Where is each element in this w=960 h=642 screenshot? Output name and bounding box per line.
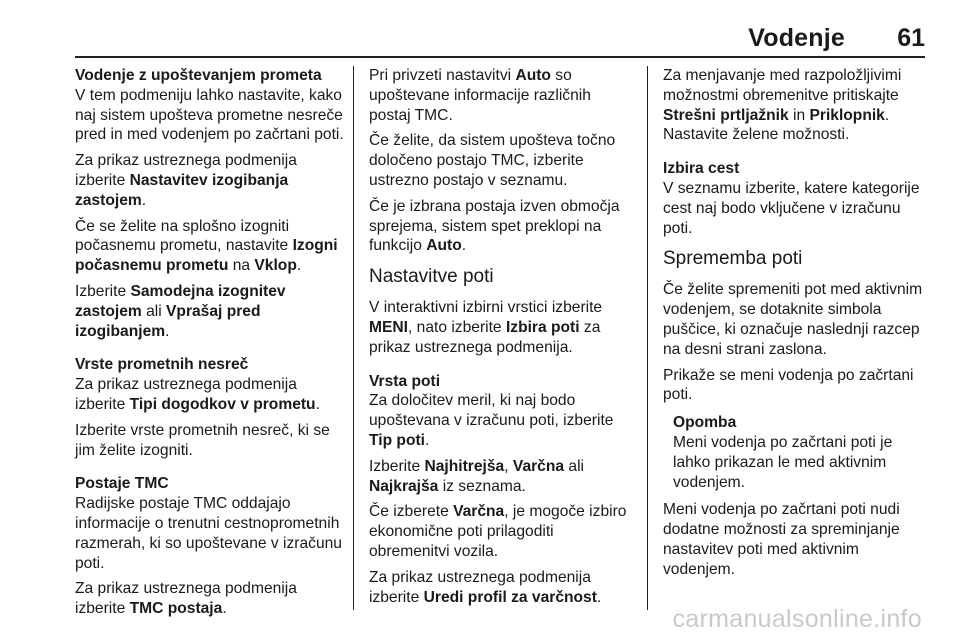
menu-term: Tipi dogodkov v prometu: [129, 395, 316, 413]
page-number: 61: [897, 24, 925, 52]
menu-term: Nastavitev izogibanja zastojem: [75, 171, 289, 209]
menu-term: Auto: [426, 237, 462, 255]
paragraph: Za prikaz ustreznega podmenija izberite Nastavitev izogibanja zastojem.: [75, 152, 297, 209]
note-box: [673, 413, 929, 492]
heading-route-settings: Nastavitve poti: [369, 266, 494, 288]
menu-term: Samodejna izognitev zastojem: [75, 282, 286, 320]
heading-route-change: Sprememba poti: [663, 248, 803, 270]
menu-term: Tip poti: [369, 431, 426, 449]
paragraph: Za prikaz ustreznega podmenija izberite TMC postaja.: [75, 580, 297, 618]
menu-term: Vklop: [254, 257, 297, 275]
section-title-traffic-guidance: Vodenje z upoštevanjem prometa: [75, 67, 322, 84]
column-2: [369, 66, 635, 613]
note-title: Opomba: [673, 414, 737, 432]
menu-term: Vprašaj pred izogibanjem: [75, 302, 261, 340]
section-title-tmc-stations: Postaje TMC: [75, 475, 169, 493]
column-divider-2: [647, 66, 648, 610]
section-title-road-selection: Izbira cest: [663, 160, 740, 178]
menu-term: Priklopnik: [809, 106, 885, 124]
column-3: [663, 66, 929, 586]
section-title-route-type: Vrsta poti: [369, 372, 441, 390]
paragraph: Če izberete Varčna, je mogoče izbiro ekonomične poti prilagoditi obremenitvi vozila.: [369, 503, 627, 560]
paragraph: Za prikaz ustreznega podmenija izberite Uredi profil za varčnost.: [369, 568, 602, 606]
column-1: [75, 66, 345, 625]
section-title-incident-types: Vrste prometnih nesreč: [75, 356, 249, 374]
menu-term: TMC postaja: [129, 600, 223, 618]
paragraph: V interaktivni izbirni vrstici izberite MENI, nato izberite Izbira poti za prikaz ustreznega podmenija.: [369, 299, 603, 356]
menu-term: Najkrajša: [369, 477, 439, 495]
menu-term: MENI: [369, 318, 408, 336]
paragraph: Če se želite na splošno izogniti počasnemu prometu, nastavite Izogni počasnemu prometu na Vklop.: [75, 217, 338, 275]
header-rule: [75, 56, 925, 58]
paragraph: Radijske postaje TMC oddajajo informacije o trenutni cestnoprometnih razmerah, ki so upoštevane v izračunu poti.: [75, 495, 342, 572]
paragraph: Izberite Najhitrejša, Varčna ali Najkrajša iz seznama.: [369, 457, 584, 495]
note-text: Meni vodenja po začrtani poti je lahko prikazan le med aktivnim vodenjem.: [673, 433, 893, 491]
menu-term: Varčna: [512, 457, 565, 475]
menu-term: Varčna: [453, 503, 505, 521]
paragraph: Prikaže se meni vodenja po začrtani poti.: [663, 366, 914, 404]
paragraph: Pri privzeti nastavitvi Auto so upoštevane informacije različnih postaj TMC.: [369, 67, 591, 124]
menu-term: Izogni počasnemu prometu: [75, 237, 338, 275]
paragraph: Če želite spremeniti pot med aktivnim vodenjem, se dotaknite simbola puščice, ki označuje naslednji razcep na desni strani zaslona.: [663, 281, 923, 358]
menu-term: Strešni prtljažnik: [663, 106, 789, 124]
paragraph: Če želite, da sistem upošteva točno določeno postajo TMC, izberite ustrezno postajo v seznamu.: [369, 132, 616, 189]
menu-term: Uredi profil za varčnost: [423, 588, 597, 606]
watermark: carmanualsonline.info: [672, 605, 922, 633]
paragraph: Izberite Samodejna izognitev zastojem ali Vprašaj pred izogibanjem.: [75, 282, 286, 340]
paragraph: Meni vodenja po začrtani poti nudi dodatne možnosti za spreminjanje nastavitev poti med aktivnim vodenjem.: [663, 501, 900, 578]
column-divider-1: [353, 66, 354, 610]
paragraph: Izberite vrste prometnih nesreč, ki se jim želite izogniti.: [75, 421, 330, 459]
menu-term: Auto: [515, 67, 551, 84]
page-header: [75, 0, 925, 56]
page-title: Vodenje: [748, 24, 845, 52]
paragraph: Za prikaz ustreznega podmenija izberite Tipi dogodkov v prometu.: [75, 376, 320, 413]
paragraph: Če je izbrana postaja izven območja sprejema, sistem spet preklopi na funkcijo Auto.: [369, 197, 620, 255]
paragraph: V seznamu izberite, katere kategorije cest naj bodo vključene v izračunu poti.: [663, 179, 920, 237]
paragraph: Za določitev meril, ki naj bodo upoštevana v izračunu poti, izberite Tip poti.: [369, 392, 614, 449]
paragraph: Za menjavanje med razpoložljivimi možnostmi obremenitve pritiskajte Strešni prtljažnik in Priklopnik. Nastavite želene možnosti.: [663, 67, 902, 144]
menu-term: Najhitrejša: [424, 457, 505, 475]
paragraph: V tem podmeniju lahko nastavite, kako naj sistem upošteva prometne nesreče pred in med vodenjem po začrtani poti.: [75, 86, 344, 144]
menu-term: Izbira poti: [505, 318, 580, 336]
